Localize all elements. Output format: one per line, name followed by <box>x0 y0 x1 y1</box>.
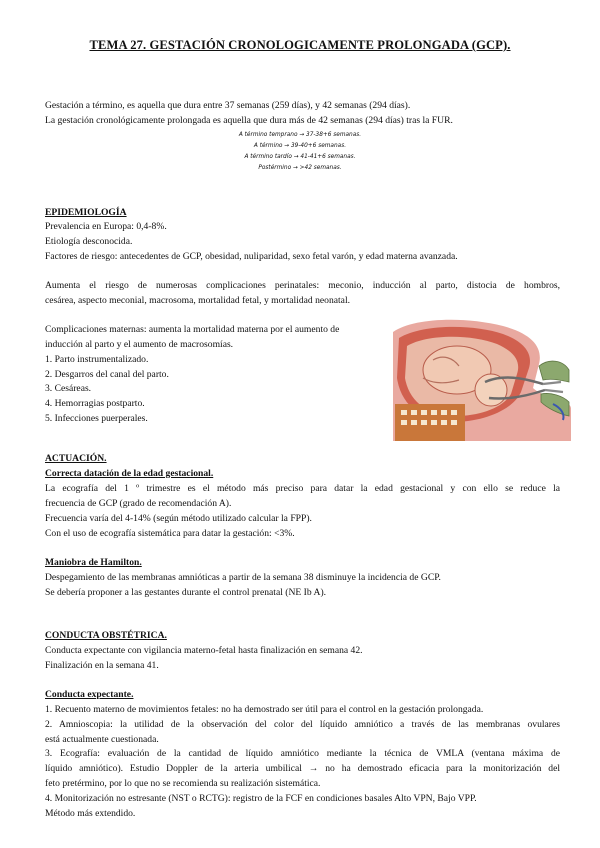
list-item: feto pretérmino, por lo que no se recomienda su realización sistemática. <box>45 778 321 789</box>
classification-line: A término tardío → 41-41+6 semanas. <box>244 154 356 160</box>
subheading: Conducta expectante. <box>45 689 134 700</box>
text-line: Complicaciones maternas: aumenta la mortalidad materna por el aumento de <box>45 324 340 335</box>
intro-line: La gestación cronológicamente prolongada es aquella que dura más de 42 semanas (294 días) tras la FUR. <box>45 115 453 126</box>
text-line: Prevalencia en Europa: 0,4-8%. <box>45 221 167 232</box>
text-line: cesárea, aspecto meconial, macrosoma, mortalidad fetal, y mortalidad neonatal. <box>45 295 351 306</box>
page-title: TEMA 27. GESTACIÓN CRONOLOGICAMENTE PROLONGADA (GCP). <box>89 38 511 52</box>
classification-line: A término temprano → 37-38+6 semanas. <box>238 132 362 138</box>
list-item: líquido amniótico). Estudio Doppler de la arteria umbilical → no ha demostrado eficacia para la monitorización del <box>45 763 560 774</box>
section-heading-conducta: CONDUCTA OBSTÉTRICA. <box>45 630 167 641</box>
text-line: inducción al parto y el aumento de macrosomías. <box>45 339 234 350</box>
text-line: Se debería proponer a las gestantes durante el control prenatal (NE Ib A). <box>45 587 327 598</box>
text-line: Finalización en la semana 41. <box>45 660 159 671</box>
list-item: está actualmente cuestionada. <box>45 734 159 745</box>
section-heading-actuacion: ACTUACIÓN. <box>45 453 107 464</box>
text-line: Conducta expectante con vigilancia materno-fetal hasta finalización en semana 42. <box>45 645 363 656</box>
list-item: 5. Infecciones puerperales. <box>45 413 148 424</box>
text-line: frecuencia de GCP (grado de recomendación A). <box>45 498 232 509</box>
list-item: 2. Amnioscopia: la utilidad de la observación del color del líquido amniótico a través de las membranas ovulares <box>45 719 560 730</box>
section-heading-epidemiology: EPIDEMIOLOGÍA <box>45 207 127 218</box>
list-item: 4. Monitorización no estresante (NST o RCTG): registro de la FCF en condiciones basales Alto VPN, Bajo VPP. <box>45 793 477 804</box>
list-item: Método más extendido. <box>45 808 136 819</box>
forceps-delivery-illustration <box>393 318 571 441</box>
text-line: Aumenta el riesgo de numerosas complicaciones perinatales: meconio, inducción al parto, distocia de hombros, <box>45 280 560 291</box>
text-line: Etiología desconocida. <box>45 236 133 247</box>
text-line: La ecografía del 1 º trimestre es el método más preciso para datar la edad gestacional y con ello se reduce la <box>45 483 560 494</box>
text-line: Despegamiento de las membranas amnióticas a partir de la semana 38 disminuye la incidencia de GCP. <box>45 572 441 583</box>
subheading: Maniobra de Hamilton. <box>45 557 142 568</box>
subheading: Correcta datación de la edad gestacional. <box>45 468 214 479</box>
intro-line: Gestación a término, es aquella que dura entre 37 semanas (259 días), y 42 semanas (294 días). <box>45 100 411 111</box>
list-item: 3. Cesáreas. <box>45 383 92 394</box>
text-line: Factores de riesgo: antecedentes de GCP, obesidad, nuliparidad, sexo fetal varón, y edad materna avanzada. <box>45 251 458 262</box>
text-line: Con el uso de ecografía sistemática para datar la gestación: <3%. <box>45 528 295 539</box>
text-line: Frecuencia varía del 4-14% (según método utilizado calcular la FPP). <box>45 513 312 524</box>
list-item: 4. Hemorragias postparto. <box>45 398 145 409</box>
list-item: 1. Parto instrumentalizado. <box>45 354 149 365</box>
classification-line: Postérmino → >42 semanas. <box>258 165 342 171</box>
list-item: 2. Desgarros del canal del parto. <box>45 369 169 380</box>
classification-line: A término → 39-40+6 semanas. <box>253 143 347 149</box>
list-item: 3. Ecografía: evaluación de la cantidad de líquido amniótico mediante la técnica de VMLA (ventana máxima de <box>45 748 560 759</box>
list-item: 1. Recuento materno de movimientos fetales: no ha demostrado ser útil para el control en la gestación prolongada. <box>45 704 484 715</box>
